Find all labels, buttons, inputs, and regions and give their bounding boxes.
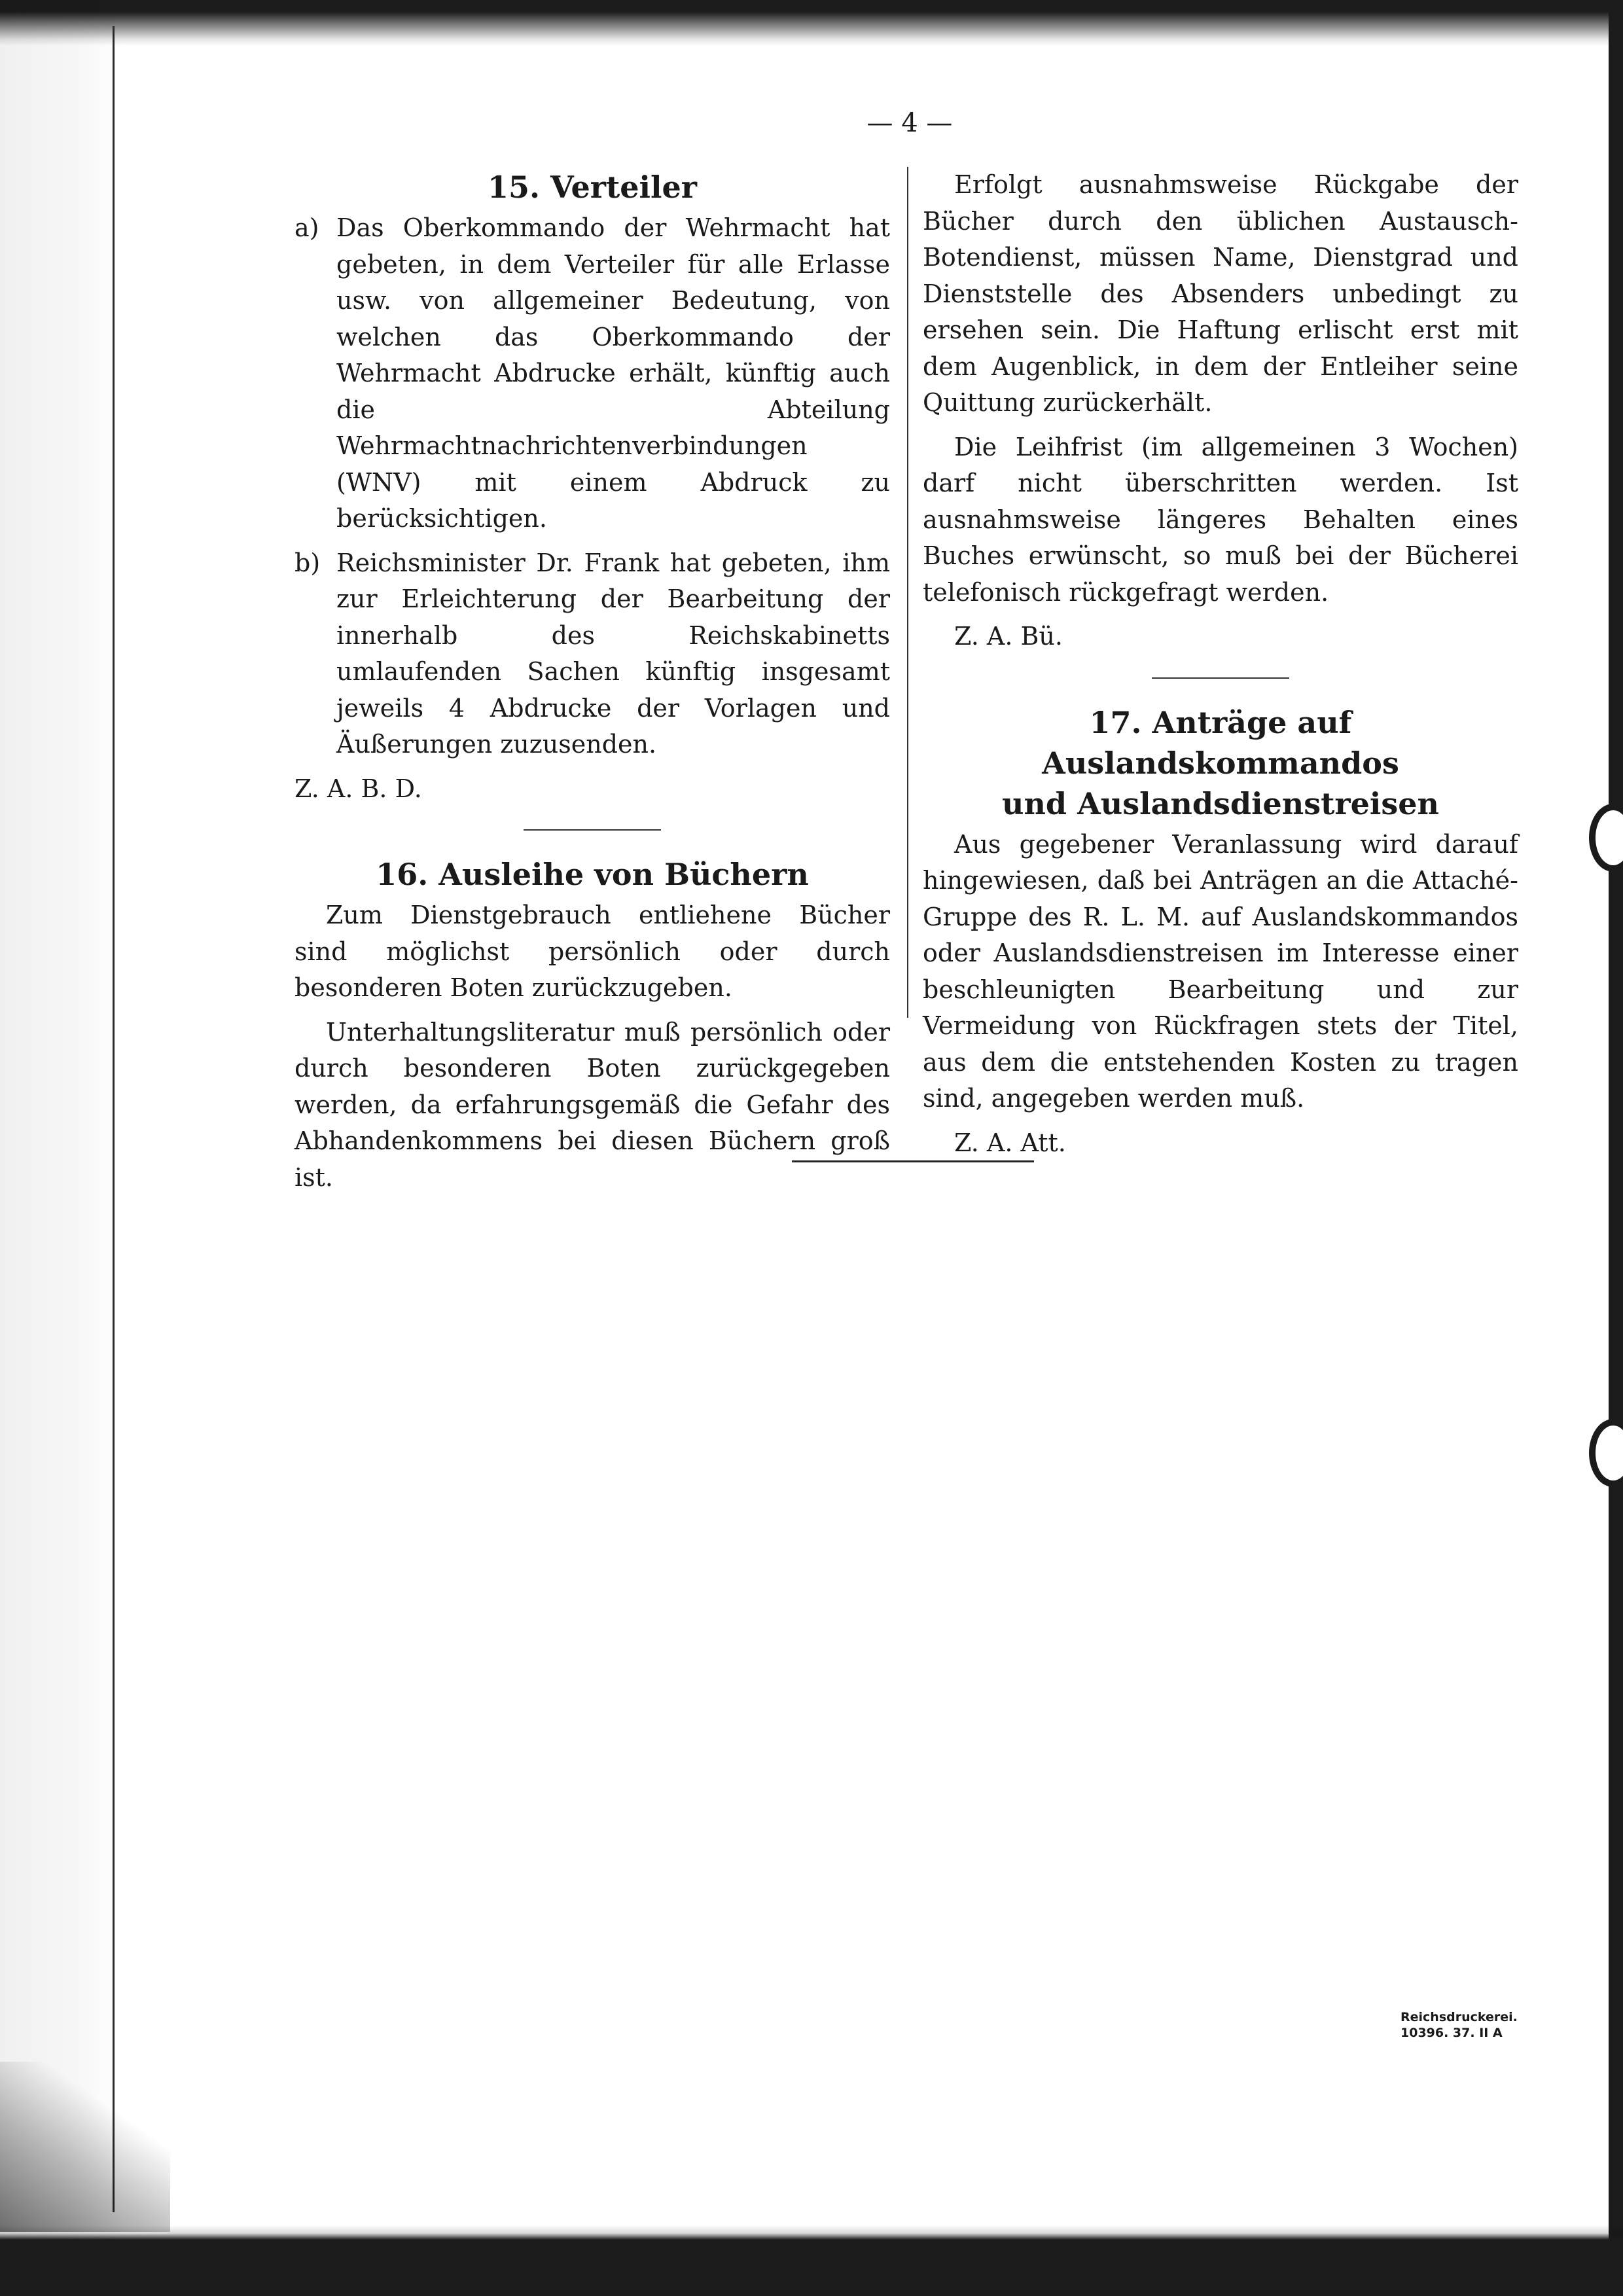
right-column	[923, 167, 1518, 1161]
section-divider	[1152, 677, 1289, 679]
punch-hole-lower	[1589, 1419, 1623, 1487]
section-heading	[923, 702, 1518, 824]
heading-line-1: 17. Anträge auf Auslandskommandos	[1042, 704, 1399, 781]
paragraph: Die Leihfrist (im allgemeinen 3 Wochen) darf nicht überschritten werden. Ist ausnahmsweise längeres Behalten eines Buches erwünscht, so muß bei der Bücherei telefonisch rückgefragt werden.	[923, 432, 1518, 607]
punch-hole-upper	[1589, 804, 1623, 872]
list-item-label: a)	[294, 213, 319, 242]
paragraph: Aus gegebener Veranlassung wird darauf hingewiesen, daß bei Anträgen an die Attaché-Gruppe des R. L. M. auf Auslandskommandos oder Auslandsdienstreisen im Interesse einer beschleunigten Bearbeitung und zur Vermeidung von Rückfragen stets der Titel, aus dem die entstehenden Kosten zu tragen sind, angegeben werden muß.	[923, 829, 1518, 1113]
section-16-continued	[923, 167, 1518, 655]
printer-name: Reichsdruckerei.	[1400, 2010, 1518, 2024]
scan-page-border-left	[113, 26, 115, 2212]
scan-corner-shadow	[0, 2062, 170, 2232]
section-17-antraege	[923, 702, 1518, 1162]
paragraph: Unterhaltungsliteratur muß persönlich oder durch besonderen Boten zurückgegeben werden, da erfahrungsgemäß die Gefahr des Abhandenkommens bei diesen Büchern groß ist.	[294, 1017, 890, 1192]
section-heading: 16. Ausleihe von Büchern	[376, 857, 809, 892]
scan-edge-left	[0, 0, 124, 2296]
column-divider	[907, 167, 908, 1018]
printer-imprint	[1400, 2009, 1544, 2041]
page-end-rule	[792, 1160, 1034, 1162]
section-signature: Z. A. Att.	[954, 1128, 1066, 1157]
paragraph: Erfolgt ausnahmsweise Rückgabe der Bücher durch den üblichen Austausch-Botendienst, müssen Name, Dienstgrad und Dienststelle des Absenders unbedingt zu ersehen sein. Die Haftung erlischt erst mit dem Augenblick, in dem der Entleiher seine Quittung zurückerhält.	[923, 170, 1518, 417]
page-number: — 4 —	[866, 108, 953, 138]
section-heading: 15. Verteiler	[488, 170, 697, 205]
left-column	[294, 167, 890, 1204]
heading-line-2: und Auslandsdienstreisen	[1002, 785, 1439, 821]
list-item-text: Das Oberkommando der Wehrmacht hat gebeten, in dem Verteiler für alle Erlasse usw. von allgemeiner Bedeutung, von welchen das Oberkommando der Wehrmacht Abdrucke erhält, künftig auch die Abteilung Wehrmachtnachrichtenverbindungen (WNV) mit einem Abdruck zu berücksichtigen.	[336, 213, 890, 533]
print-code: 10396. 37. II A	[1400, 2026, 1503, 2040]
paragraph: Zum Dienstgebrauch entliehene Bücher sind möglichst persönlich oder durch besonderen Boten zurückzugeben.	[294, 901, 890, 1002]
section-signature: Z. A. B. D.	[294, 774, 422, 803]
section-signature: Z. A. Bü.	[954, 622, 1063, 651]
scan-edge-bottom	[0, 2225, 1623, 2296]
scan-edge-right	[1609, 0, 1623, 2296]
section-16-ausleihe	[294, 854, 890, 1196]
list-item-text: Reichsminister Dr. Frank hat gebeten, ihm zur Erleichterung der Bearbeitung der innerhalb des Reichskabinetts umlaufenden Sachen künftig insgesamt jeweils 4 Abdrucke der Vorlagen und Äußerungen zuzusenden.	[336, 548, 890, 759]
list-item-label: b)	[294, 548, 321, 577]
list-item-a	[294, 210, 890, 537]
section-divider	[524, 829, 661, 831]
scan-edge-top	[0, 0, 1623, 46]
section-15-verteiler	[294, 167, 890, 807]
list-item-b	[294, 545, 890, 763]
